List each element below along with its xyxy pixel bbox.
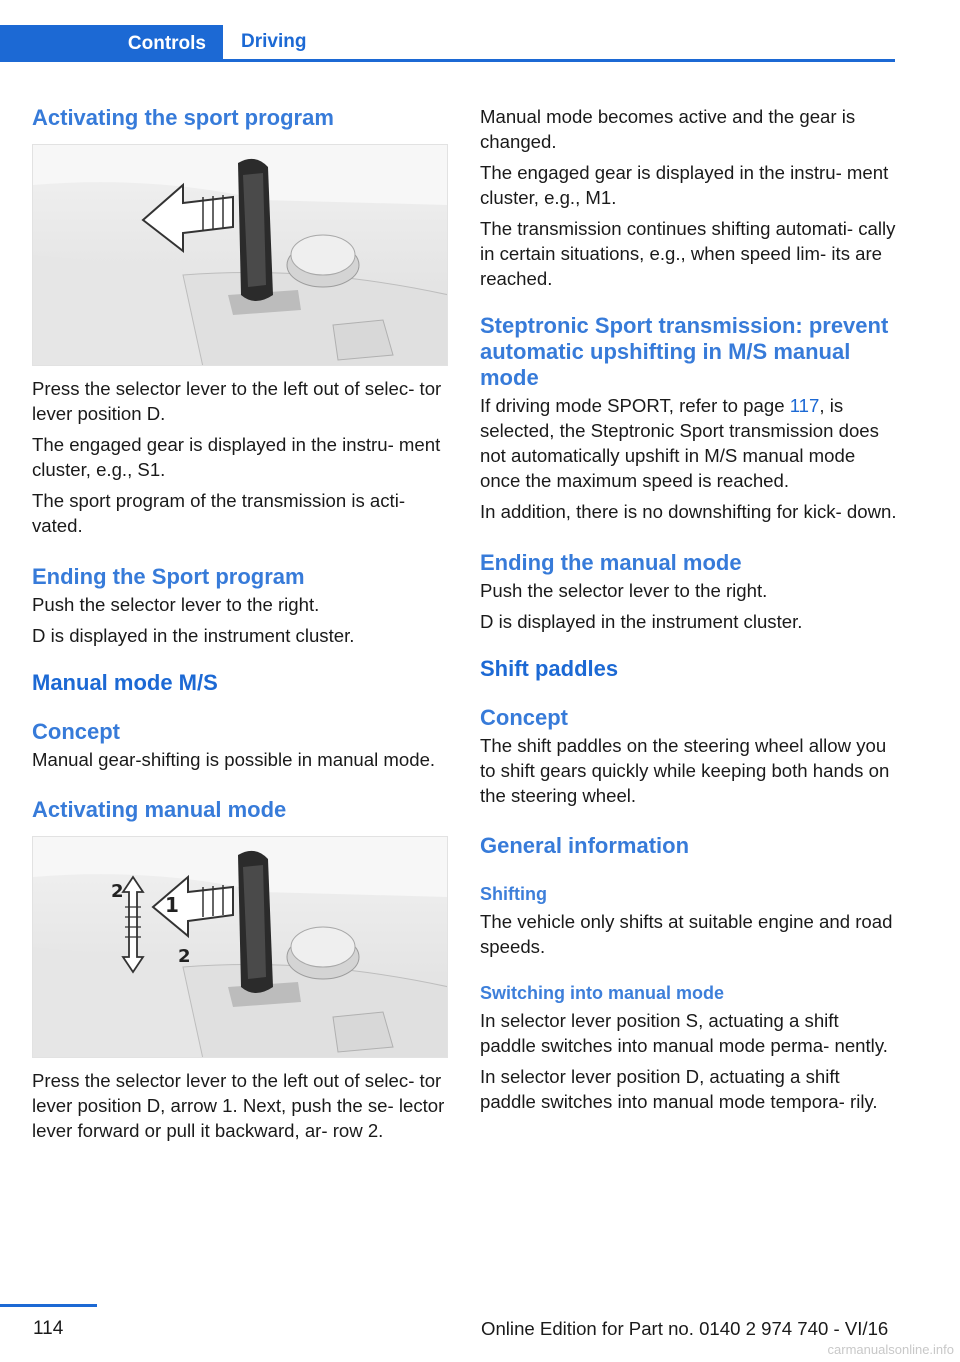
page-number: 114 bbox=[33, 1318, 64, 1339]
arrow-1-label: 1 bbox=[165, 893, 179, 917]
right-paragraph-2: The engaged gear is displayed in the instru‐ ment cluster, e.g., M1. bbox=[480, 162, 889, 208]
tab-controls[interactable] bbox=[0, 25, 223, 62]
left-column bbox=[32, 100, 450, 1143]
tab-controls-label: Controls bbox=[127, 32, 206, 54]
tab-driving[interactable] bbox=[241, 25, 306, 59]
right-paragraph-4-after: , is selected, the Steptronic Sport transmission does not automatically upshift in M/S manual mode once the maximum speed is reached. bbox=[480, 395, 879, 491]
heading-activating-manual: Activating manual mode bbox=[32, 797, 287, 822]
arrow-2-label-top: 2 bbox=[111, 881, 124, 902]
left-paragraph-7: Press the selector lever to the left out of selec‐ tor lever position D, arrow 1. Next, push the se‐ lector lever forward or pull it backward, ar‐ row 2. bbox=[32, 1070, 445, 1141]
edition-info: Online Edition for Part no. 0140 2 974 740 - VI/16 bbox=[481, 1318, 889, 1339]
left-paragraph-1: Press the selector lever to the left out of selec‐ tor lever position D. bbox=[32, 378, 442, 424]
tab-driving-label: Driving bbox=[241, 31, 307, 52]
heading-general-information: General information bbox=[480, 833, 690, 858]
right-column bbox=[480, 100, 898, 1114]
right-paragraph-5: In addition, there is no downshifting for kick‐ down. bbox=[480, 501, 897, 522]
left-paragraph-4: Push the selector lever to the right. bbox=[32, 594, 320, 615]
right-paragraph-11: In selector lever position D, actuating a shift paddle switches into manual mode tempora‐ rily. bbox=[480, 1066, 878, 1112]
right-paragraph-4-before: If driving mode SPORT, refer to page bbox=[480, 395, 790, 416]
right-paragraph-7: D is displayed in the instrument cluster. bbox=[480, 611, 803, 632]
heading-concept-right: Concept bbox=[480, 705, 568, 730]
heading-ending-sport: Ending the Sport program bbox=[32, 564, 305, 589]
right-paragraph-10: In selector lever position S, actuating a shift paddle switches into manual mode perma‐ nently. bbox=[480, 1010, 888, 1056]
right-paragraph-6: Push the selector lever to the right. bbox=[480, 580, 768, 601]
footer-rule bbox=[0, 1304, 97, 1307]
left-paragraph-2: The engaged gear is displayed in the instru‐ ment cluster, e.g., S1. bbox=[32, 434, 441, 480]
manual-mode-illustration bbox=[32, 836, 448, 1058]
gear-selector-illustration bbox=[32, 144, 448, 366]
right-paragraph-8: The shift paddles on the steering wheel allow you to shift gears quickly while keeping both hands on the steering wheel. bbox=[480, 735, 890, 806]
right-paragraph-1: Manual mode becomes active and the gear is changed. bbox=[480, 106, 856, 152]
arrow-2-label-bottom: 2 bbox=[178, 946, 191, 967]
heading-activating-sport: Activating the sport program bbox=[32, 105, 334, 130]
right-paragraph-4 bbox=[480, 393, 898, 493]
heading-switching-manual: Switching into manual mode bbox=[480, 983, 725, 1003]
heading-shift-paddles: Shift paddles bbox=[480, 656, 619, 681]
heading-shifting: Shifting bbox=[480, 884, 547, 904]
watermark: carmanualsonline.info bbox=[827, 1342, 954, 1357]
left-paragraph-6: Manual gear-shifting is possible in manual mode. bbox=[32, 749, 436, 770]
header-rule bbox=[0, 59, 895, 62]
right-paragraph-9: The vehicle only shifts at suitable engine and road speeds. bbox=[480, 911, 893, 957]
left-paragraph-3: The sport program of the transmission is acti‐ vated. bbox=[32, 490, 406, 536]
page-117-link[interactable]: 117 bbox=[789, 395, 820, 416]
heading-concept-left: Concept bbox=[32, 719, 120, 744]
left-paragraph-5: D is displayed in the instrument cluster. bbox=[32, 625, 355, 646]
heading-manual-mode: Manual mode M/S bbox=[32, 670, 218, 695]
header-tabbar bbox=[0, 25, 895, 62]
heading-ending-manual: Ending the manual mode bbox=[480, 550, 742, 575]
right-paragraph-3: The transmission continues shifting automati‐ cally in certain situations, e.g., when speed lim‐ its are reached. bbox=[480, 218, 896, 289]
heading-steptronic: Steptronic Sport transmission: prevent automatic upshifting in M/S manual mode bbox=[480, 313, 889, 390]
